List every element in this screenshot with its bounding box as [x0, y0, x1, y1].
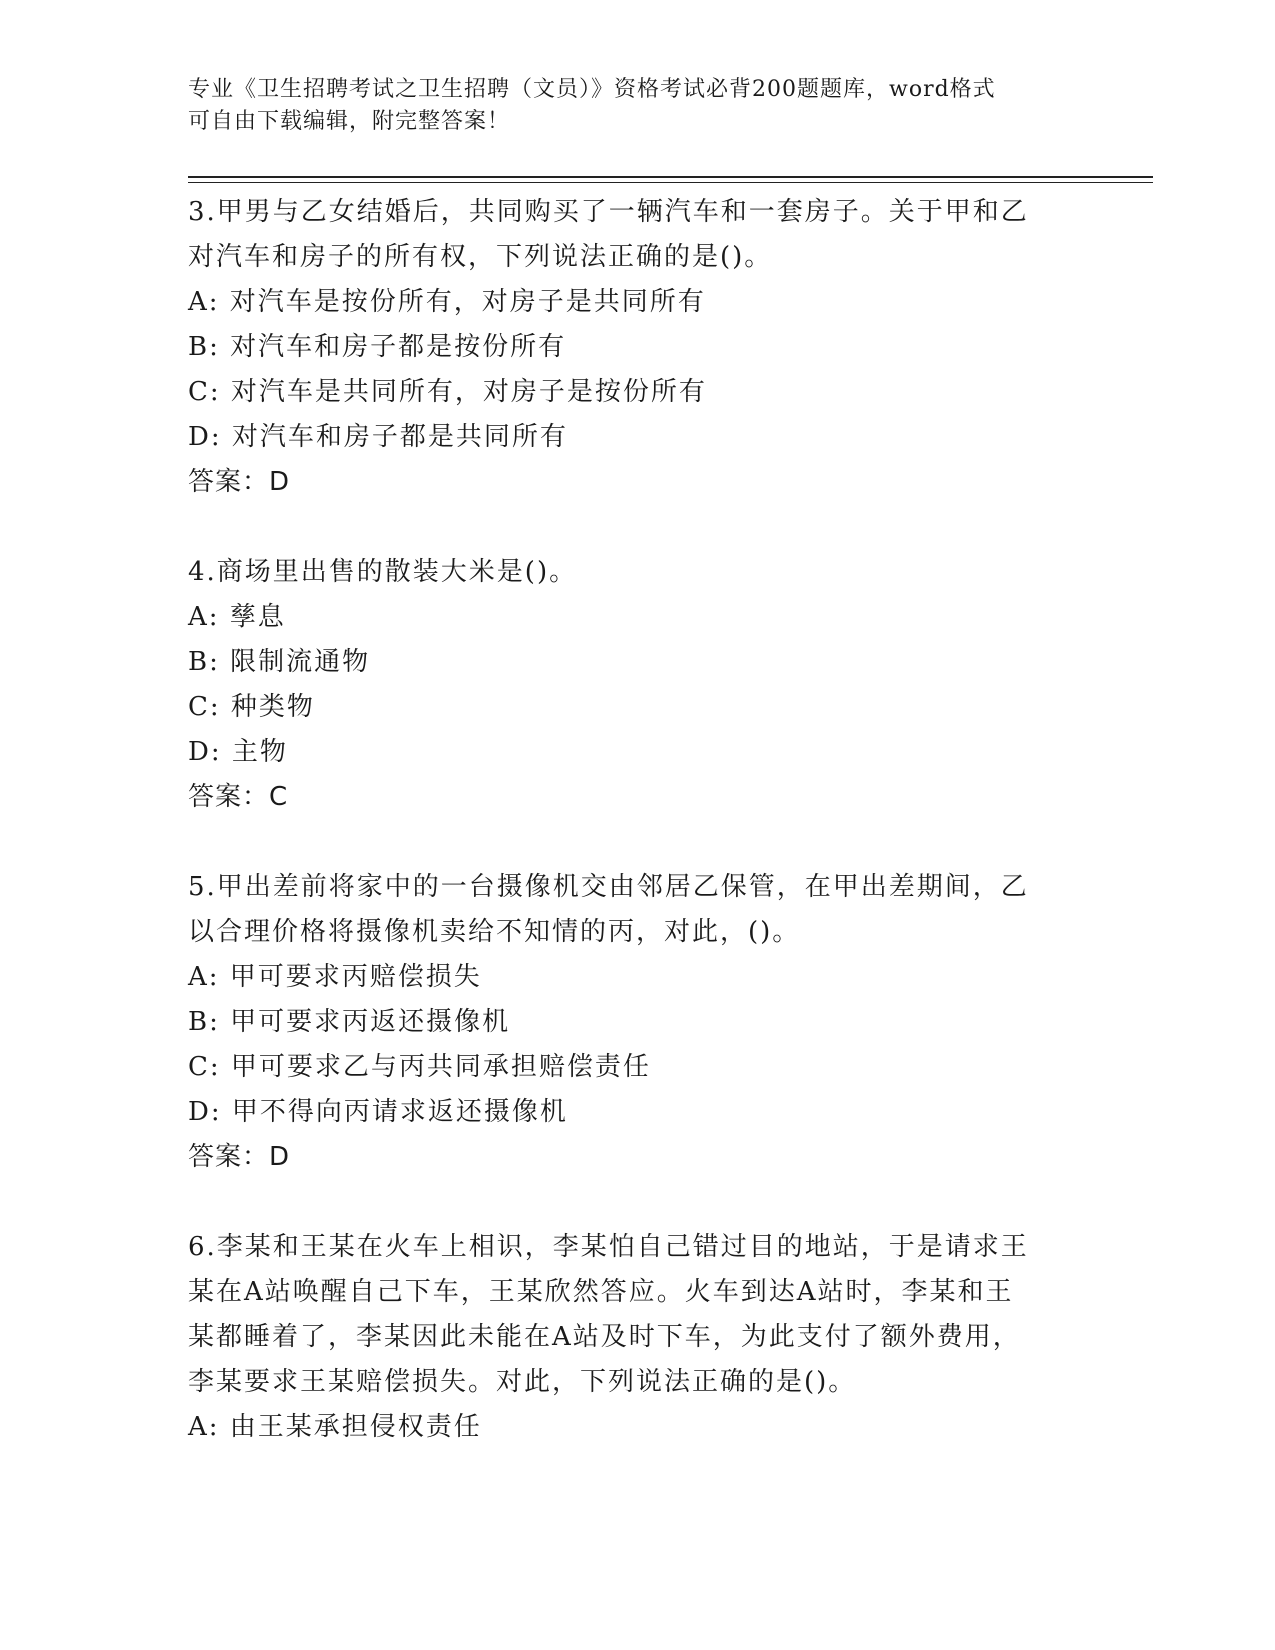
question-text-line: 6.李某和王某在火车上相识，李某怕自己错过目的地站，于是请求王 — [188, 1232, 1029, 1262]
document-header — [188, 74, 1068, 138]
question-text-line: 以合理价格将摄像机卖给不知情的丙，对此，()。 — [188, 917, 801, 947]
question-text-line: 李某要求王某赔偿损失。对此，下列说法正确的是()。 — [188, 1367, 857, 1397]
header-divider-thick — [188, 176, 1153, 178]
spacer — [188, 820, 1068, 865]
header-line-1: 专业《卫生招聘考试之卫生招聘（文员）》资格考试必背200题题库，word格式 — [188, 77, 996, 102]
question-text-line: 某在A站唤醒自己下车，王某欣然答应。火车到达A站时，李某和王 — [188, 1277, 1014, 1307]
option-c: C: 甲可要求乙与丙共同承担赔偿责任 — [188, 1052, 651, 1082]
option-b: B: 限制流通物 — [188, 647, 371, 677]
option-a: A: 甲可要求丙赔偿损失 — [188, 962, 482, 992]
question-text-line: 对汽车和房子的所有权，下列说法正确的是()。 — [188, 242, 773, 272]
option-a: A: 由王某承担侵权责任 — [188, 1412, 482, 1442]
spacer — [188, 1180, 1068, 1225]
answer-label: 答案：C — [188, 782, 289, 812]
header-divider-thin — [188, 182, 1153, 183]
question-text-line: 5.甲出差前将家中的一台摄像机交由邻居乙保管，在甲出差期间，乙 — [188, 872, 1029, 902]
answer-label: 答案：D — [188, 1142, 291, 1172]
answer-label: 答案：D — [188, 467, 291, 497]
question-list — [188, 190, 1068, 1450]
option-c: C: 对汽车是共同所有，对房子是按份所有 — [188, 377, 707, 407]
option-c: C: 种类物 — [188, 692, 315, 722]
option-a: A: 孳息 — [188, 602, 286, 632]
option-b: B: 甲可要求丙返还摄像机 — [188, 1007, 511, 1037]
spacer — [188, 505, 1068, 550]
question-3 — [188, 190, 1068, 505]
question-6 — [188, 1225, 1068, 1450]
question-4 — [188, 550, 1068, 820]
question-5 — [188, 865, 1068, 1180]
option-d: D: 甲不得向丙请求返还摄像机 — [188, 1097, 568, 1127]
header-line-2: 可自由下载编辑，附完整答案！ — [188, 109, 511, 134]
question-text-line: 3.甲男与乙女结婚后，共同购买了一辆汽车和一套房子。关于甲和乙 — [188, 197, 1029, 227]
question-text-line: 4.商场里出售的散装大米是()。 — [188, 557, 578, 587]
option-a: A: 对汽车是按份所有，对房子是共同所有 — [188, 287, 706, 317]
option-d: D: 对汽车和房子都是共同所有 — [188, 422, 568, 452]
option-d: D: 主物 — [188, 737, 288, 767]
question-text-line: 某都睡着了，李某因此未能在A站及时下车，为此支付了额外费用， — [188, 1322, 1021, 1352]
option-b: B: 对汽车和房子都是按份所有 — [188, 332, 567, 362]
